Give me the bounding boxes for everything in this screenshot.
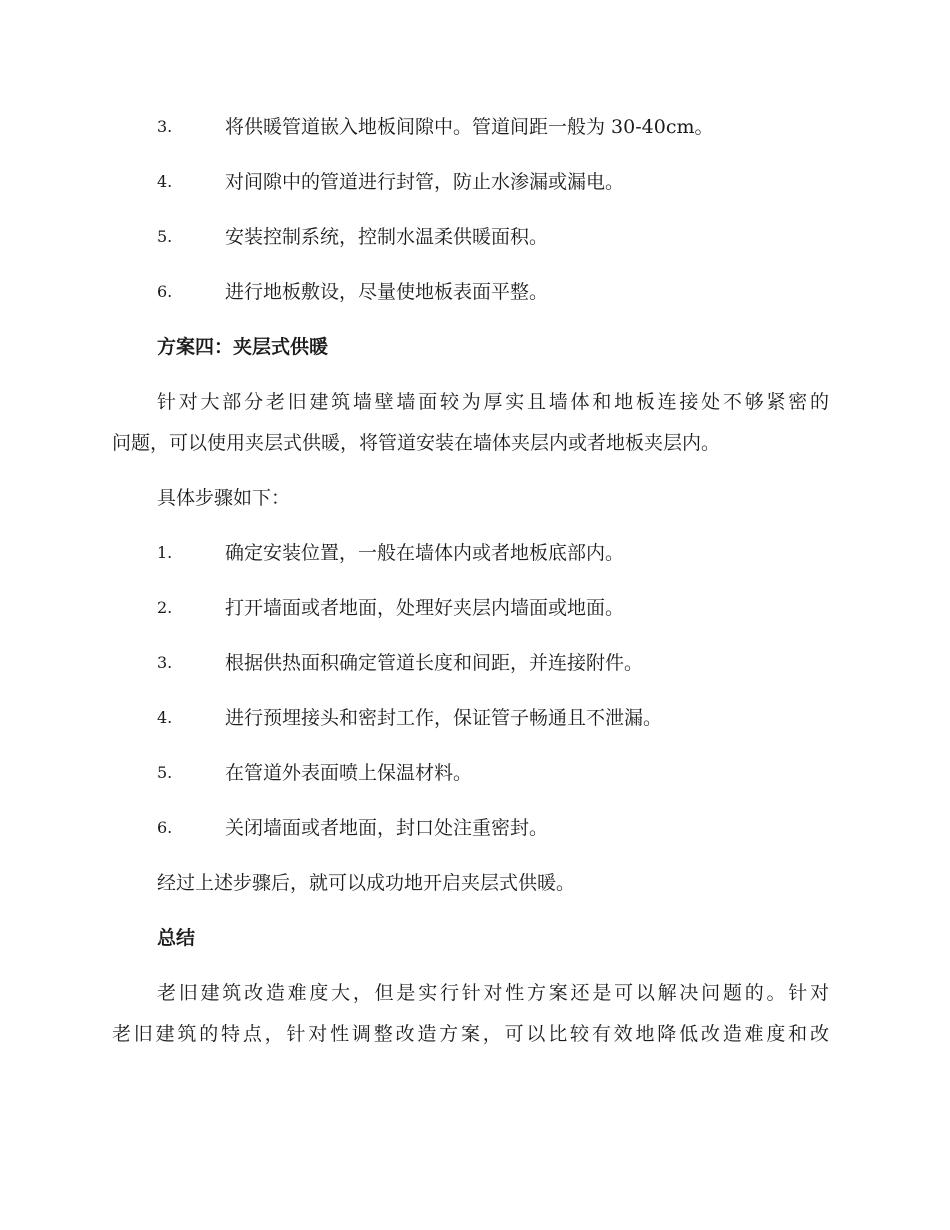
- list-item-text: 对间隙中的管道进行封管，防止水渗漏或漏电。: [225, 171, 625, 193]
- paragraph-text: 老旧建筑的特点，针对性调整改造方案，可以比较有效地降低改造难度和改: [112, 1023, 829, 1045]
- list-item-number: 5.: [157, 763, 173, 782]
- paragraph-text: 针对大部分老旧建筑墙壁墙面较为厚实且墙体和地板连接处不够紧密的: [157, 391, 829, 413]
- list-item-number: 6.: [157, 818, 173, 837]
- list-item-number: 6.: [157, 282, 173, 301]
- list-item-text: 关闭墙面或者地面，封口处注重密封。: [225, 817, 549, 839]
- list-item-text: 进行地板敷设，尽量使地板表面平整。: [225, 281, 549, 303]
- list-item-number: 5.: [157, 227, 173, 246]
- list-item-number: 2.: [157, 598, 173, 617]
- conclusion-text: 经过上述步骤后，就可以成功地开启夹层式供暖。: [157, 872, 576, 894]
- list-item-text: 安装控制系统，控制水温柔供暖面积。: [225, 226, 549, 248]
- list-item-number: 4.: [157, 708, 173, 727]
- list-item-text: 进行预埋接头和密封工作，保证管子畅通且不泄漏。: [225, 707, 663, 729]
- steps-label: 具体步骤如下：: [157, 487, 291, 509]
- paragraph-text: 老旧建筑改造难度大，但是实行针对性方案还是可以解决问题的。针对: [157, 982, 829, 1004]
- paragraph-text: 问题，可以使用夹层式供暖，将管道安装在墙体夹层内或者地板夹层内。: [112, 432, 721, 454]
- section-heading-text: 方案四：夹层式供暖: [157, 336, 329, 358]
- summary-heading: 总结: [157, 927, 196, 949]
- list-item-text: 将供暖管道嵌入地板间隙中。管道间距一般为 30-40cm。: [225, 116, 714, 138]
- list-item-text: 确定安装位置，一般在墙体内或者地板底部内。: [225, 542, 625, 564]
- list-item-number: 1.: [157, 543, 173, 562]
- list-item-number: 4.: [157, 172, 173, 191]
- list-item-number: 3.: [157, 653, 173, 672]
- list-item-text: 根据供热面积确定管道长度和间距，并连接附件。: [225, 652, 644, 674]
- list-item-number: 3.: [157, 117, 173, 136]
- list-item-text: 打开墙面或者地面，处理好夹层内墙面或地面。: [225, 597, 625, 619]
- list-item-text: 在管道外表面喷上保温材料。: [225, 762, 473, 784]
